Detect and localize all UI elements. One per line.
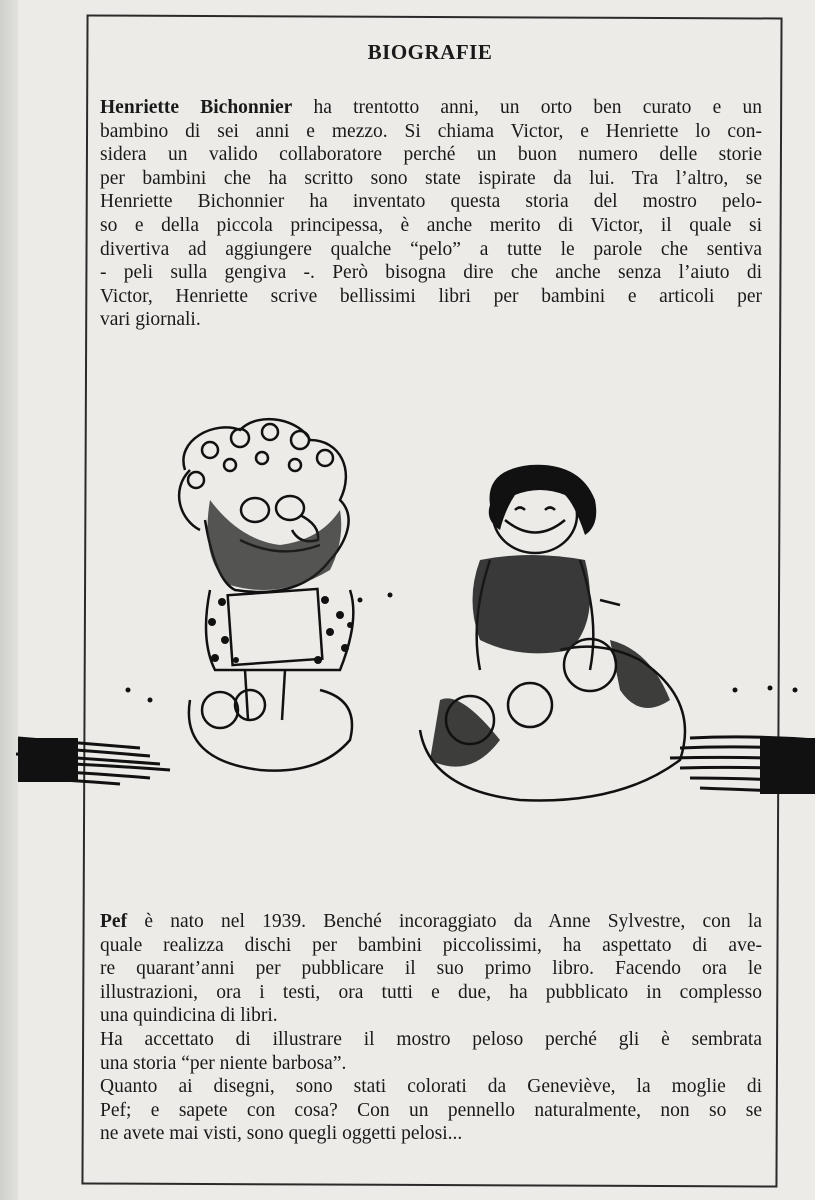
bio2-line-8: Pef; e sapete con cosa? Con un pennello naturalmente, non so se	[100, 1099, 762, 1121]
bio2-line-7: Quanto ai disegni, sono stati colorati da Geneviève, la moglie di	[100, 1076, 762, 1098]
bio2-line-1: quale realizza dischi per bambini piccolissimi, ha aspettato di ave-	[100, 934, 762, 956]
biography-pef	[100, 910, 762, 1146]
man-figure	[179, 419, 353, 771]
bio2-line-3: illustrazioni, ora i testi, ora tutti e due, ha pubblicato in complesso	[100, 981, 762, 1003]
man-beard	[208, 500, 342, 590]
right-brush-fill	[760, 738, 815, 794]
page-title: BIOGRAFIE	[367, 40, 493, 64]
bio1-line-0: Henriette Bichonnier ha trentotto anni, un orto ben curato e un	[100, 97, 762, 118]
girl-hair	[489, 465, 597, 535]
bio1-line-9: vari giornali.	[100, 309, 201, 331]
bio2-line-2: re quarant’anni per pubblicare il suo primo libro. Facendo ora le	[100, 958, 762, 980]
biography-henriette-bichonnier	[100, 96, 762, 332]
bio1-line-4: Henriette Bichonnier ha inventato questa storia del mostro pelo-	[100, 191, 762, 213]
stray-marks	[126, 593, 798, 703]
bio1-line-5: so e della piccola principessa, è anche merito di Victor, il quale si	[100, 214, 762, 236]
bio2-line-9: ne avete mai visti, sono quegli oggetti pelosi...	[100, 1123, 463, 1145]
bio1-line-3: per bambini che ha scritto sono state ispirate da lui. Tra l’altro, se	[100, 167, 762, 189]
monster-fur-right	[610, 640, 670, 708]
bio2-line-5: Ha accettato di illustrare il mostro peloso perché gli è sembrata	[100, 1028, 762, 1050]
bio1-line-8: Victor, Henriette scrive bellissimi libri per bambini e articoli per	[100, 285, 762, 307]
girl-dress	[473, 555, 591, 653]
bio2-line-4: una quindicina di libri.	[100, 1005, 278, 1027]
bio2-line-0: Pef è nato nel 1939. Benché incoraggiato da Anne Sylvestre, con la	[100, 911, 762, 932]
left-brush-fill	[18, 738, 78, 782]
bio2-line-6: una storia “per niente barbosa”.	[100, 1052, 347, 1074]
bio1-line-1: bambino di sei anni e mezzo. Si chiama Victor, e Henriette lo con-	[100, 120, 762, 142]
bio2-author-name: Pef	[100, 911, 128, 932]
author-and-illustrator-drawing-icon	[0, 400, 815, 850]
bio1-line-6: divertiva ad aggiungere qualche “pelo” a tutte le parole che sentiva	[100, 238, 762, 260]
bio1-author-name: Henriette Bichonnier	[100, 97, 293, 118]
bio1-line-2: sidera un valido collaboratore perché un buon numero delle storie	[100, 144, 762, 166]
bio1-line-7: - peli sulla gengiva -. Però bisogna dire che anche senza l’aiuto di	[100, 262, 762, 284]
monster-fur-left	[430, 698, 500, 766]
